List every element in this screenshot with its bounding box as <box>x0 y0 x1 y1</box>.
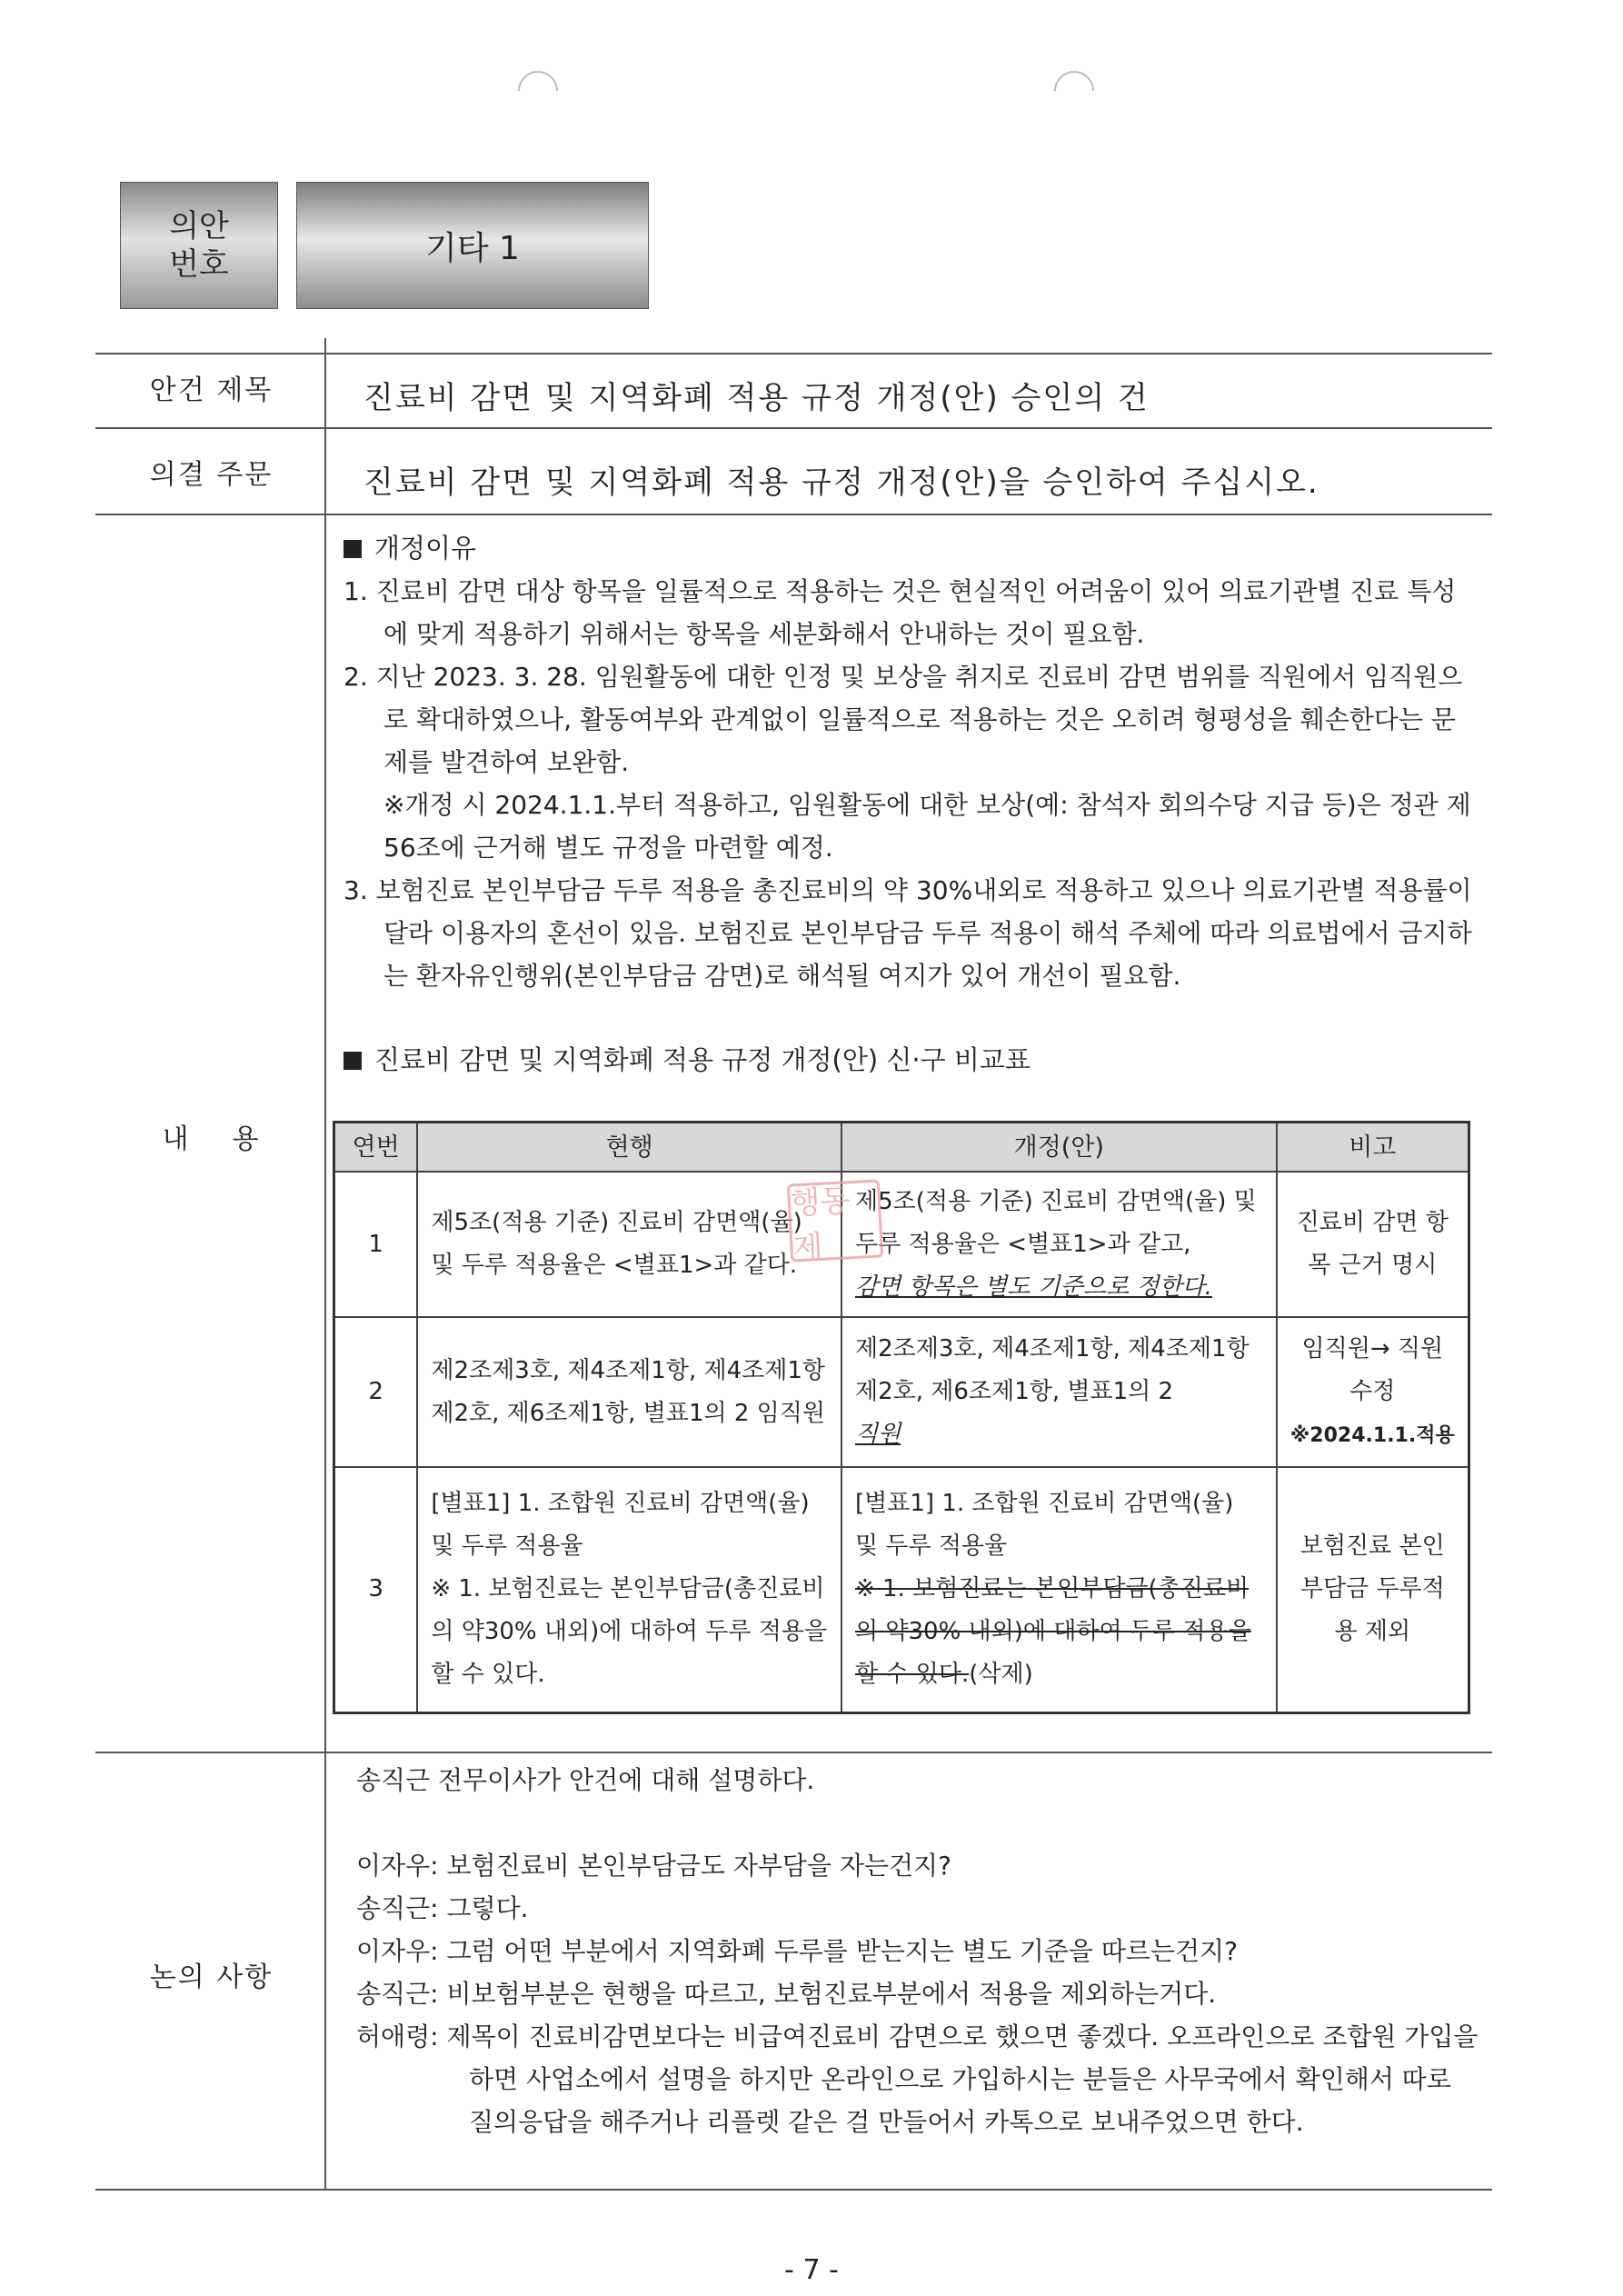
current-text: 제5조(적용 기준) 진료비 감면액(율) 및 두루 적용율은 <별표1>과 같다. <box>417 1172 841 1317</box>
revised-text: [별표1] 1. 조합원 진료비 감면액(율) 및 두루 적용율 ※ 1. 보험진료는 본인부담금(총진료비의 약30% 내외)에 대하여 두루 적용을 할 수 있다.(삭제) <box>841 1467 1277 1712</box>
table-row <box>334 1467 1469 1712</box>
effective-date-note: ※2024.1.1.적용 <box>1289 1423 1455 1447</box>
col-header-note: 비고 <box>1277 1123 1469 1173</box>
table-header-row <box>334 1123 1469 1173</box>
agenda-number-value: 기타 1 <box>296 182 649 309</box>
discussion-line: 이자우: 보험진료비 본인부담금도 자부담을 자는건지? <box>356 1851 951 1881</box>
resolution-label: 의결 주문 <box>149 459 274 491</box>
discussion-line: 송직근: 그렇다. <box>356 1893 529 1923</box>
agenda-label-line1: 의안 <box>169 208 229 245</box>
page-number: - 7 - <box>784 2254 839 2286</box>
row-number: 1 <box>334 1172 418 1317</box>
added-text: 직원 <box>855 1421 901 1448</box>
agenda-label-line2: 번호 <box>169 246 229 283</box>
note-text: 보험진료 본인부담금 두루적용 제외 <box>1277 1467 1469 1712</box>
revised-text: 제5조(적용 기준) 진료비 감면액(율) 및 두루 적용율은 <별표1>과 같고, 감면 항목은 별도 기준으로 정한다. <box>841 1172 1277 1317</box>
punch-hole-left <box>510 63 566 119</box>
reason-item-2-note: ※개정 시 2024.1.1.부터 적용하고, 임원활동에 대한 보상(예: 참석자 회의수당 지급 등)은 정관 제56조에 근거해 별도 규정을 마련할 예정. <box>383 790 1471 863</box>
current-text: [별표1] 1. 조합원 진료비 감면액(율) 및 두루 적용율 ※ 1. 보험진료는 본인부담금(총진료비의 약30% 내외)에 대하여 두루 적용을 할 수 있다. <box>417 1467 841 1712</box>
discussion-section <box>356 1759 1483 2143</box>
current-text: 제2조제3호, 제4조제1항, 제4조제1항제2호, 제6조제1항, 별표1의 2 임직원 <box>417 1317 841 1467</box>
divider <box>95 1752 1492 1753</box>
square-bullet-icon <box>344 1052 362 1070</box>
punch-hole-right <box>1046 63 1102 119</box>
col-header-current: 현행 <box>417 1123 841 1173</box>
col-header-revised: 개정(안) <box>841 1123 1277 1173</box>
deleted-text: ※ 1. 보험진료는 본인부담금(총진료비의 약30% 내외)에 대하여 두루 적용을 할 수 있다. <box>855 1575 1251 1689</box>
note-text: 임직원→ 직원 수정 ※2024.1.1.적용 <box>1277 1317 1469 1467</box>
deleted-tag: (삭제) <box>969 1661 1033 1689</box>
comparison-table <box>333 1121 1470 1714</box>
seal-stamp: 행동제 <box>787 1179 883 1262</box>
reason-section <box>344 527 1479 1082</box>
row-number: 3 <box>334 1467 418 1712</box>
col-header-no: 연번 <box>334 1123 418 1173</box>
square-bullet-icon <box>344 540 362 558</box>
row-number: 2 <box>334 1317 418 1467</box>
column-divider <box>324 338 326 2189</box>
reason-item-1: 1. 진료비 감면 대상 항목을 일률적으로 적용하는 것은 현실적인 어려움이 있어 의료기관별 진료 특성에 맞게 적용하기 위해서는 항목을 세분화해서 안내하는 것이 필요함. <box>344 576 1457 649</box>
divider <box>95 353 1492 354</box>
agenda-number-label <box>120 182 278 309</box>
note-text: 진료비 감면 항목 근거 명시 <box>1277 1172 1469 1317</box>
table-row <box>334 1317 1469 1467</box>
reason-item-2: 2. 지난 2023. 3. 28. 임원활동에 대한 인정 및 보상을 취지로 진료비 감면 범위를 직원에서 임직원으로 확대하였으나, 활동여부와 관계없이 일률적으로 적용하는 것은 오히려 형평성을 훼손한다는 문제를 발견하여 보완함. <box>344 662 1463 777</box>
agenda-number-box <box>120 182 649 307</box>
divider <box>95 427 1492 429</box>
discussion-line: 허애령: 제목이 진료비감면보다는 비급여진료비 감면으로 했으면 좋겠다. 오프라인으로 조합원 가입을 하면 사업소에서 설명을 하지만 온라인으로 가입하시는 분들은 사무국에서 확인해서 따로 질의응답을 해주거나 리플렛 같은 걸 만들어서 카톡으로 보내주었으면 한다. <box>356 2021 1479 2137</box>
agenda-title: 진료비 감면 및 지역화폐 적용 규정 개정(안) 승인의 건 <box>363 380 1150 416</box>
discussion-intro: 송직근 전무이사가 안건에 대해 설명하다. <box>356 1765 815 1795</box>
resolution-text: 진료비 감면 및 지역화폐 적용 규정 개정(안)을 승인하여 주십시오. <box>363 464 1319 501</box>
discussion-label: 논의 사항 <box>149 1962 274 1993</box>
added-text: 감면 항목은 별도 기준으로 정한다. <box>855 1273 1212 1301</box>
content-label: 내 용 <box>162 1123 261 1155</box>
comparison-heading: 진료비 감면 및 지역화폐 적용 규정 개정(안) 신·구 비교표 <box>344 1039 1479 1082</box>
discussion-line: 이자우: 그럼 어떤 부분에서 지역화폐 두루를 받는지는 별도 기준을 따르는건지? <box>356 1936 1238 1966</box>
title-label: 안건 제목 <box>149 374 274 406</box>
divider <box>95 514 1492 515</box>
table-row <box>334 1172 1469 1317</box>
reason-heading: 개정이유 <box>344 527 1479 570</box>
revised-text: 제2조제3호, 제4조제1항, 제4조제1항제2호, 제6조제1항, 별표1의 2 직원 <box>841 1317 1277 1467</box>
discussion-line: 송직근: 비보험부분은 현행을 따르고, 보험진료부분에서 적용을 제외하는거다. <box>356 1979 1217 2009</box>
divider <box>95 2189 1492 2191</box>
reason-item-3: 3. 보험진료 본인부담금 두루 적용을 총진료비의 약 30%내외로 적용하고 있으나 의료기관별 적용률이 달라 이용자의 혼선이 있음. 보험진료 본인부담금 두루 적용이 해석 주체에 따라 의료법에서 금지하는 환자유인행위(본인부담금 감면)로 해석될 여지가 있어 개선이 필요함. <box>344 875 1472 991</box>
